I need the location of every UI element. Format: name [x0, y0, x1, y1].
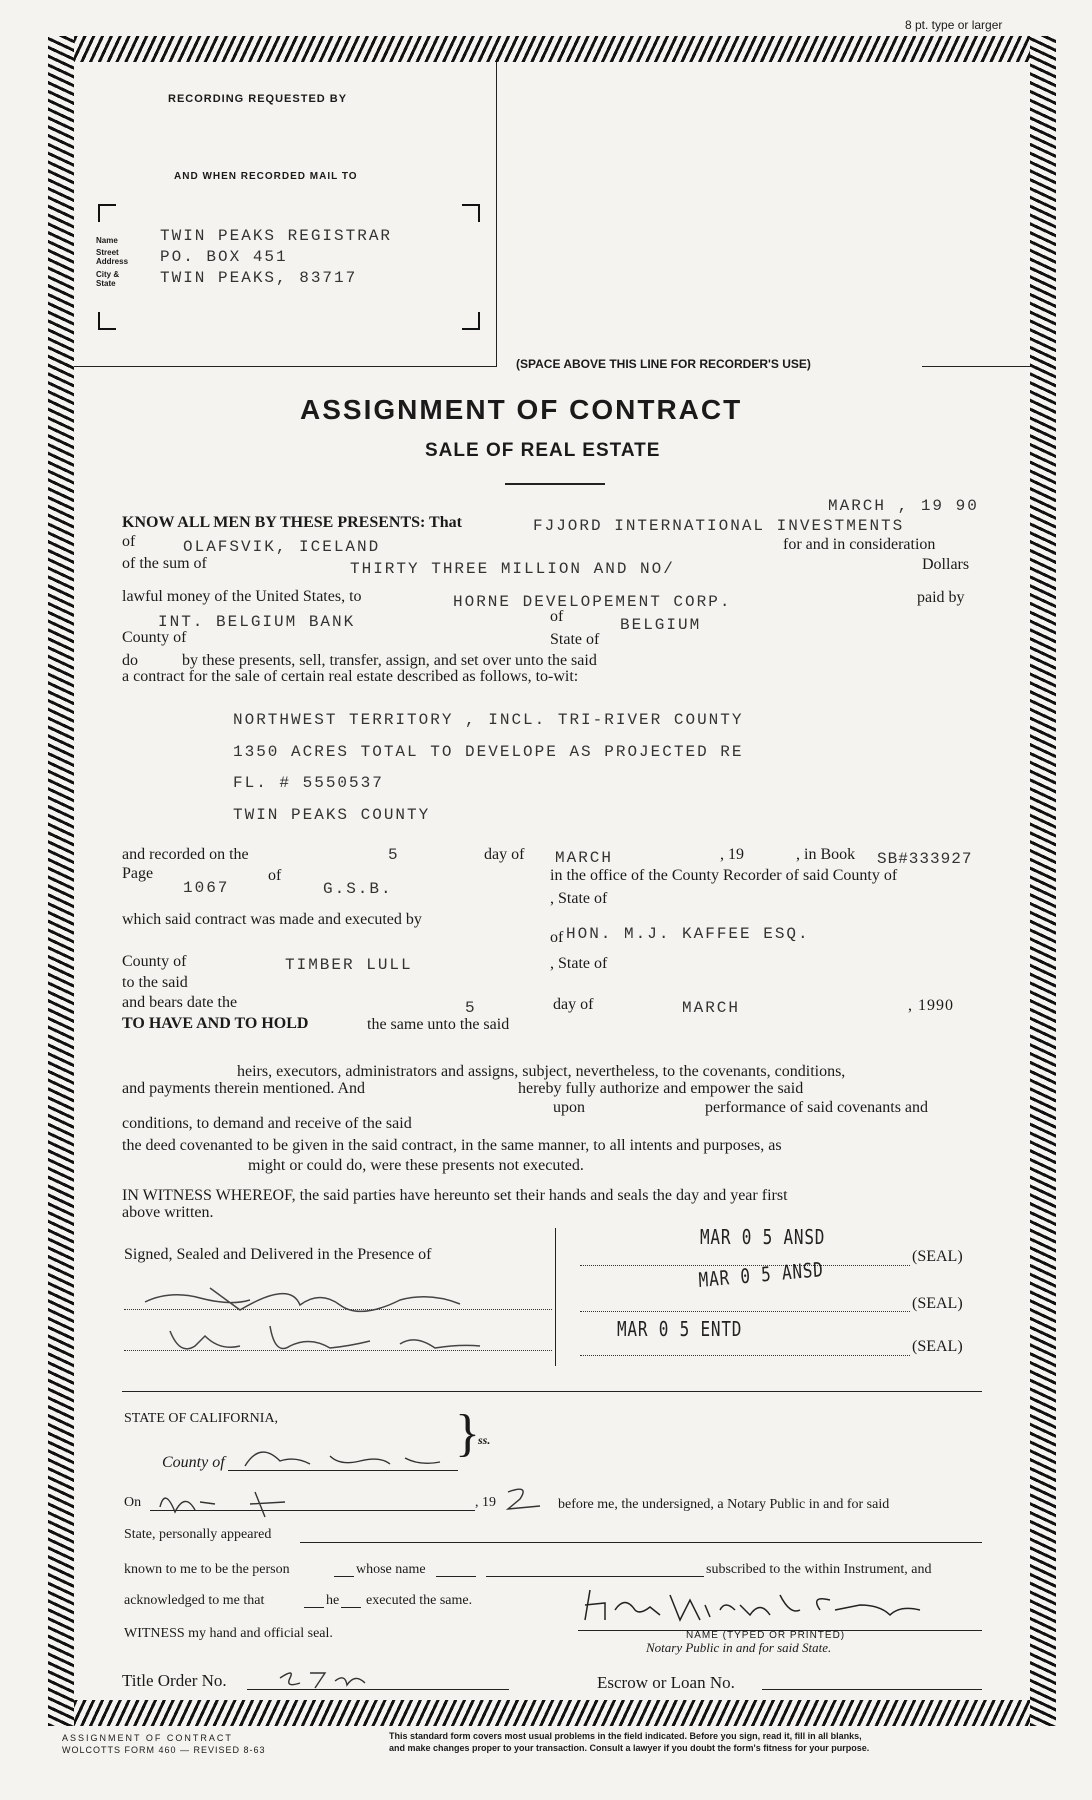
bracket-corner-tr [462, 204, 480, 222]
assignor-name: FJJORD INTERNATIONAL INVESTMENTS [533, 517, 905, 535]
county-of-label-2: County of [122, 953, 187, 970]
notary-county: County of [162, 1454, 225, 1471]
seal-label-3: (SEAL) [912, 1338, 963, 1355]
notary-name-typed: NAME (TYPED OR PRINTED) [686, 1630, 846, 1641]
of-label-2: of [550, 608, 564, 625]
recording-box-bottom [74, 366, 496, 367]
assignor-place: OLAFSVIK, ICELAND [183, 538, 381, 556]
property-line-2: 1350 ACRES TOTAL TO DEVELOPE AS PROJECTED RE [233, 743, 744, 761]
upon-text: upon [553, 1099, 585, 1116]
page-of: G.S.B. [323, 880, 393, 898]
dollars-label: Dollars [922, 556, 970, 573]
book-number: SB#333927 [877, 850, 973, 868]
decorative-border-top [48, 36, 1056, 62]
made-by-text: which said contract was made and executed by [122, 911, 422, 928]
bracket-corner-bl [98, 312, 116, 330]
bears-month: MARCH [682, 999, 741, 1017]
document-subtitle: SALE OF REAL ESTATE [425, 440, 661, 461]
know-all-text: KNOW ALL MEN BY THESE PRESENTS: That [122, 514, 462, 531]
notary-public-text: Notary Public in and for said State. [646, 1640, 832, 1655]
notary-state: STATE OF CALIFORNIA, [124, 1411, 279, 1426]
bracket-corner-tl [98, 204, 116, 222]
executor-name: HON. M.J. KAFFEE ESQ. [566, 925, 810, 943]
witness-text-1: IN WITNESS WHEREOF, the said parties have hereunto set their hands and seals the day and year first [122, 1187, 788, 1204]
property-line-4: TWIN PEAKS COUNTY [233, 806, 431, 824]
deed-text: the deed covenanted to be given in the said contract, in the same manner, to all intents and purposes, as [122, 1137, 782, 1154]
recording-box-divider [496, 62, 497, 367]
recorded-19: , 19 [720, 846, 744, 863]
notary-year-handwriting [500, 1484, 550, 1514]
mail-city: TWIN PEAKS, 83717 [160, 269, 358, 287]
consideration-text: for and in consideration [783, 536, 936, 553]
of-label-3: of [268, 867, 282, 884]
heirs-text: heirs, executors, administrators and assigns, subject, nevertheless, to the covenants, conditions, [237, 1063, 846, 1080]
sum-value: THIRTY THREE MILLION AND NO/ [350, 560, 675, 578]
notary-known-blank [334, 1576, 354, 1577]
of-label-1: of [122, 533, 136, 550]
witness-signature-2 [160, 1316, 500, 1366]
decorative-border-left [48, 36, 74, 1726]
page-label: Page [122, 865, 154, 882]
document-title: ASSIGNMENT OF CONTRACT [300, 394, 743, 425]
paid-by-label: paid by [917, 589, 965, 606]
decorative-border-bottom [48, 1700, 1056, 1726]
title-order-label: Title Order No. [122, 1671, 227, 1690]
conditions-text: conditions, to demand and receive of the said [122, 1115, 412, 1132]
recording-requested-label: RECORDING REQUESTED BY [168, 93, 348, 105]
notary-he-blank [304, 1607, 324, 1608]
lawful-money-text: lawful money of the United States, to [122, 588, 362, 605]
payments-text: and payments therein mentioned. And [122, 1080, 366, 1097]
day-of-label: day of [484, 846, 525, 863]
property-line-1: NORTHWEST TERRITORY , INCL. TRI-RIVER COUNTY [233, 711, 744, 729]
footer-disclaimer-2: and make changes proper to your transaction. Consult a lawyer if you doubt the form's fitness for your purpose. [389, 1743, 870, 1753]
notary-subscribed: subscribed to the within Instrument, and [706, 1562, 932, 1577]
recorded-on-text: and recorded on the [122, 846, 249, 863]
top-note: 8 pt. type or larger [905, 18, 1003, 32]
do-label: do [122, 652, 138, 669]
same-unto-text: the same unto the said [367, 1016, 510, 1033]
seal-label-2: (SEAL) [912, 1295, 963, 1312]
witness-signature-1 [140, 1270, 480, 1320]
office-of-text: in the office of the County Recorder of said County of [550, 867, 898, 884]
mail-to-label: AND WHEN RECORDED MAIL TO [174, 171, 358, 182]
bank-name: INT. BELGIUM BANK [158, 613, 356, 631]
state-of-label-3: , State of [550, 955, 608, 972]
notary-ss: ss. [478, 1433, 491, 1447]
notary-on: On [124, 1495, 142, 1510]
mail-name: TWIN PEAKS REGISTRAR [160, 227, 393, 245]
of-label-4: of [550, 929, 564, 946]
notary-appeared-line [300, 1542, 982, 1543]
decorative-border-right [1030, 36, 1056, 1726]
notary-he-blank-2 [341, 1607, 361, 1608]
title-order-handwriting [275, 1663, 375, 1693]
label-street: Street Address [96, 248, 129, 266]
escrow-label: Escrow or Loan No. [597, 1673, 735, 1692]
notary-witness: WITNESS my hand and official seal. [124, 1626, 333, 1641]
notary-county-handwriting [240, 1436, 450, 1476]
seal-line-3 [580, 1355, 910, 1356]
footer-disclaimer-1: This standard form covers most usual problems in the field indicated. Before you sign, read it, fill in all blanks, [389, 1731, 862, 1741]
witness-text-2: above written. [122, 1204, 214, 1221]
hereby-text: hereby fully authorize and empower the said [518, 1080, 804, 1097]
notary-section-divider [122, 1391, 982, 1392]
notary-known: known to me to be the person [124, 1562, 290, 1577]
notary-nineteen: , 19 [475, 1495, 496, 1510]
county-name-2: TIMBER LULL [285, 956, 413, 974]
recorded-day: 5 [388, 846, 400, 864]
seal-line-2 [580, 1311, 910, 1312]
stamp-3: MAR 0 5 ENTD [617, 1317, 743, 1341]
notary-executed: executed the same. [366, 1593, 473, 1608]
label-city: City & State [96, 270, 120, 288]
mail-street: PO. BOX 451 [160, 248, 288, 266]
in-book-label: , in Book [796, 846, 856, 863]
to-have-text: TO HAVE AND TO HOLD [122, 1015, 309, 1032]
escrow-line [762, 1689, 982, 1690]
notary-appeared: State, personally appeared [124, 1527, 272, 1542]
footer-form-name: ASSIGNMENT OF CONTRACT [62, 1733, 233, 1743]
bracket-corner-br [462, 312, 480, 330]
county-of-label: County of [122, 629, 187, 646]
label-name: Name [96, 236, 118, 245]
recorded-month: MARCH [555, 849, 614, 867]
assignee-name: HORNE DEVELOPEMENT CORP. [453, 593, 732, 611]
recorder-use-label: (SPACE ABOVE THIS LINE FOR RECORDER'S USE) [516, 357, 811, 371]
bears-date-text: and bears date the [122, 994, 238, 1011]
notary-brace: } [455, 1405, 480, 1462]
bank-place: BELGIUM [620, 616, 702, 634]
state-of-label-2: , State of [550, 890, 608, 907]
bears-day: 5 [465, 999, 477, 1017]
bears-year: , 1990 [908, 997, 954, 1014]
witness-bracket [555, 1228, 556, 1366]
date-typed: MARCH , 19 90 [828, 497, 979, 515]
notary-acknowledged: acknowledged to me that [124, 1593, 265, 1608]
might-text: might or could do, were these presents not executed. [248, 1157, 584, 1174]
notary-name-line [486, 1576, 704, 1577]
recorder-use-line [922, 366, 1030, 367]
notary-whose-name: whose name [356, 1562, 426, 1577]
notary-whose-line [436, 1576, 476, 1577]
convey-text: by these presents, sell, transfer, assign, and set over unto the said [182, 652, 597, 669]
sum-label: of the sum of [122, 555, 207, 572]
contract-desc-text: a contract for the sale of certain real estate described as follows, to-wit: [122, 668, 579, 685]
notary-before-me: before me, the undersigned, a Notary Public in and for said [558, 1497, 890, 1512]
title-ornament [505, 483, 605, 485]
notary-date-handwriting [155, 1482, 325, 1522]
page-number: 1067 [183, 879, 230, 897]
notary-he: he [326, 1593, 340, 1608]
day-of-label-2: day of [553, 996, 594, 1013]
stamp-2: MAR 0 5 ANSD [698, 1257, 825, 1292]
to-said-text: to the said [122, 974, 188, 991]
stamp-1: MAR 0 5 ANSD [700, 1225, 826, 1249]
notary-signature [580, 1585, 930, 1635]
seal-label-1: (SEAL) [912, 1248, 963, 1265]
state-of-label: State of [550, 631, 600, 648]
performance-text: performance of said covenants and [705, 1099, 929, 1116]
signed-sealed-text: Signed, Sealed and Delivered in the Presence of [124, 1246, 432, 1263]
property-line-3: FL. # 5550537 [233, 774, 384, 792]
footer-form-no: WOLCOTTS FORM 460 — REVISED 8-63 [62, 1745, 266, 1755]
